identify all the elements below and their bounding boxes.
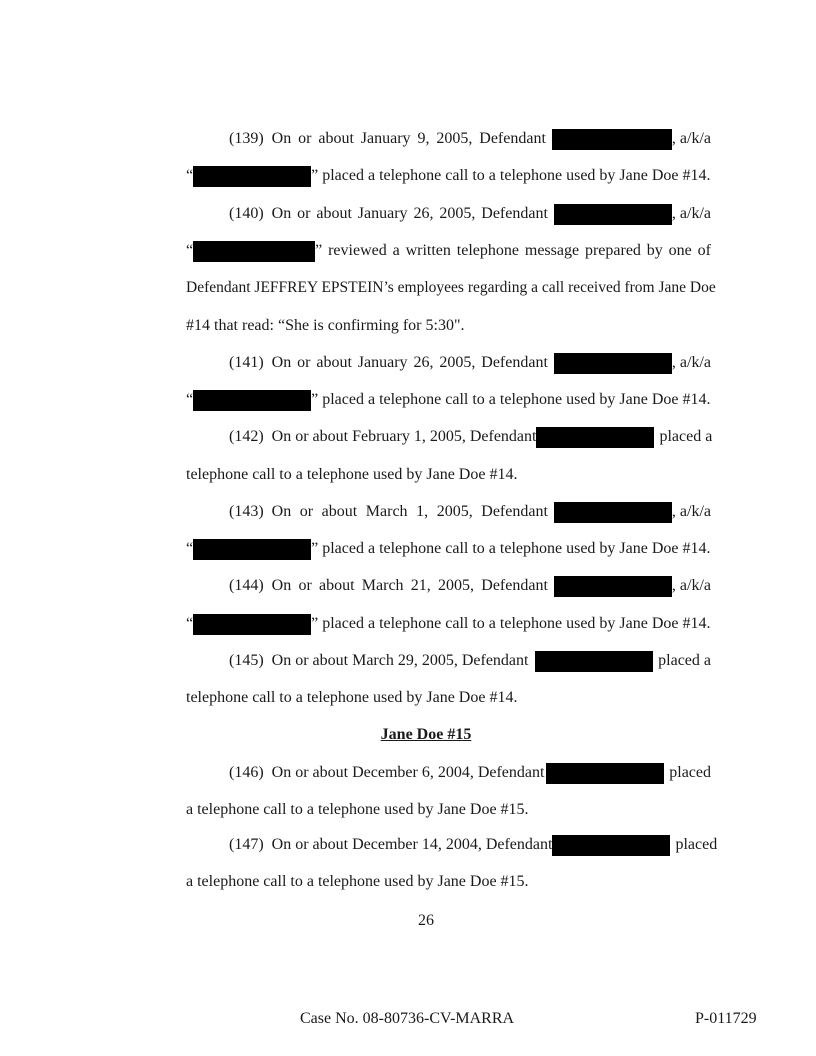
paragraph-text: On or about December 14, 2004, Defendant [271, 836, 553, 853]
open-quote: “ [186, 391, 194, 408]
aka-text: , a/k/a [671, 354, 711, 371]
open-quote: “ [186, 242, 194, 259]
paragraph-text: ” reviewed a written telephone message prepared by one of [315, 242, 711, 259]
paragraph-146-line-2: a telephone call to a telephone used by Jane Doe #15. [186, 801, 529, 818]
redaction-block [193, 614, 311, 635]
aka-text: , a/k/a [671, 130, 711, 147]
paragraph-text: ” placed a telephone call to a telephone used by Jane Doe #14. [311, 615, 711, 632]
redaction-block [546, 763, 664, 784]
paragraph-text: placed a [659, 428, 713, 445]
paragraph-number: (145) [229, 652, 264, 669]
redaction-block [554, 502, 672, 523]
paragraph-text: placed [675, 836, 718, 853]
footer-bates-number: P-011729 [695, 1010, 757, 1027]
open-quote: “ [186, 615, 194, 632]
redaction-block [193, 539, 311, 560]
redaction-block [536, 427, 654, 448]
paragraph-142-line-1 [186, 426, 711, 448]
paragraph-139-line-2 [186, 165, 711, 187]
paragraph-number: (141) [229, 354, 264, 371]
paragraph-text: On or about February 1, 2005, Defendant [271, 428, 537, 445]
paragraph-text: On or about March 29, 2005, Defendant [271, 652, 529, 669]
paragraph-141-line-2 [186, 389, 711, 411]
aka-text: , a/k/a [671, 503, 711, 520]
paragraph-141-line-1 [186, 352, 711, 374]
paragraph-147-line-1 [186, 834, 718, 856]
redaction-block [535, 651, 653, 672]
paragraph-text: On or about March 21, 2005, Defendant [271, 577, 548, 594]
paragraph-140-line-4: #14 that read: “She is confirming for 5:30". [186, 317, 465, 334]
paragraph-143-line-2 [186, 538, 711, 560]
aka-text: , a/k/a [671, 577, 711, 594]
paragraph-139-line-1 [186, 128, 711, 150]
paragraph-144-line-2 [186, 613, 711, 635]
paragraph-146-line-1 [186, 762, 711, 784]
redaction-block [193, 241, 315, 262]
paragraph-147-line-2: a telephone call to a telephone used by Jane Doe #15. [186, 873, 529, 890]
paragraph-140-line-3: Defendant JEFFREY EPSTEIN’s employees regarding a call received from Jane Doe [186, 279, 716, 296]
paragraph-text: On or about January 26, 2005, Defendant [271, 354, 548, 371]
paragraph-number: (143) [229, 503, 264, 520]
paragraph-144-line-1 [186, 575, 711, 597]
paragraph-text: ” placed a telephone call to a telephone used by Jane Doe #14. [311, 391, 711, 408]
redaction-block [554, 353, 672, 374]
paragraph-140-line-1 [186, 203, 711, 225]
page-number: 26 [418, 912, 434, 929]
redaction-block [193, 166, 311, 187]
footer-case-number: Case No. 08-80736-CV-MARRA [300, 1010, 515, 1027]
paragraph-142-line-2: telephone call to a telephone used by Jane Doe #14. [186, 466, 518, 483]
redaction-block [554, 576, 672, 597]
aka-text: , a/k/a [671, 205, 711, 222]
paragraph-number: (147) [229, 836, 264, 853]
section-heading: Jane Doe #15 [380, 726, 472, 743]
paragraph-text: On or about March 1, 2005, Defendant [271, 503, 548, 520]
paragraph-number: (142) [229, 428, 264, 445]
paragraph-number: (139) [229, 130, 264, 147]
paragraph-text: On or about December 6, 2004, Defendant [271, 764, 545, 781]
paragraph-140-line-2 [186, 240, 711, 262]
paragraph-143-line-1 [186, 501, 711, 523]
paragraph-text: On or about January 26, 2005, Defendant [271, 205, 548, 222]
paragraph-145-line-1 [186, 650, 711, 672]
paragraph-text: ” placed a telephone call to a telephone used by Jane Doe #14. [311, 167, 711, 184]
redaction-block [554, 204, 672, 225]
redaction-block [193, 390, 311, 411]
redaction-block [552, 835, 670, 856]
paragraph-text: ” placed a telephone call to a telephone used by Jane Doe #14. [311, 540, 711, 557]
paragraph-text: placed a [658, 652, 711, 669]
paragraph-number: (146) [229, 764, 264, 781]
open-quote: “ [186, 540, 194, 557]
paragraph-145-line-2: telephone call to a telephone used by Jane Doe #14. [186, 689, 518, 706]
paragraph-number: (144) [229, 577, 264, 594]
paragraph-text: placed [669, 764, 711, 781]
paragraph-text: On or about January 9, 2005, Defendant [271, 130, 546, 147]
redaction-block [552, 129, 672, 150]
open-quote: “ [186, 167, 194, 184]
paragraph-number: (140) [229, 205, 264, 222]
